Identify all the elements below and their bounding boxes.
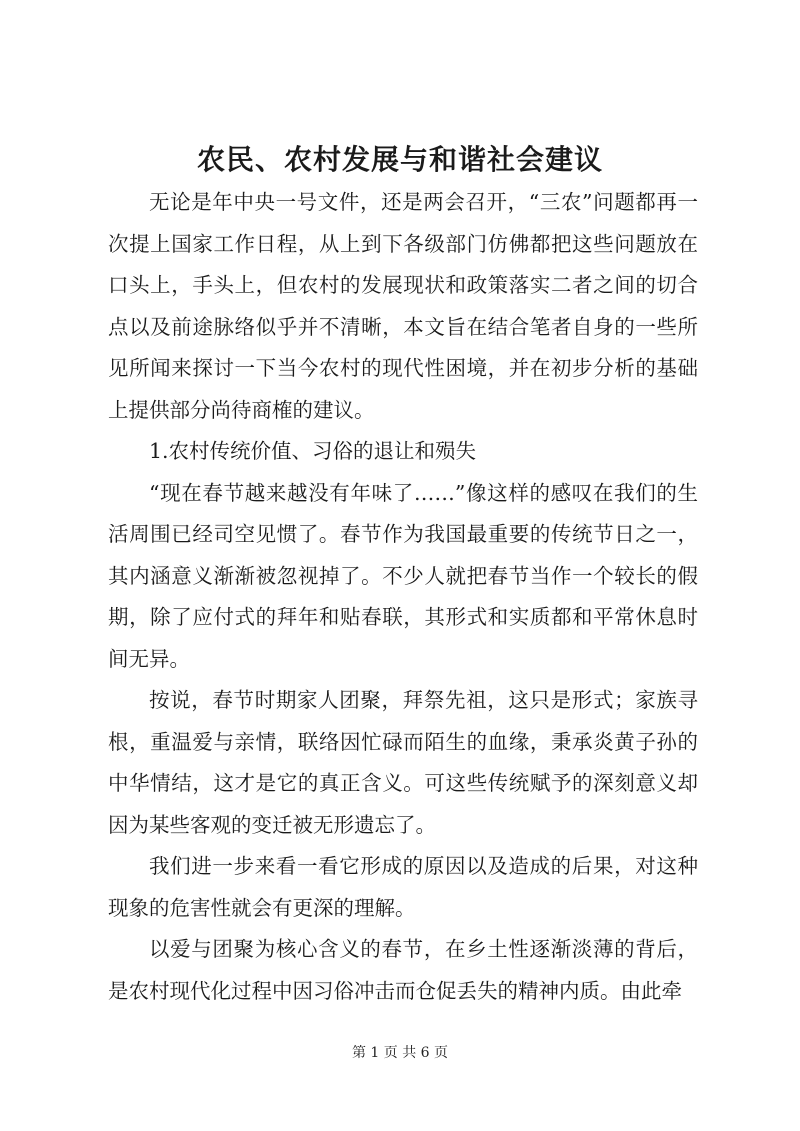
- document-title: 农民、农村发展与和谐社会建议: [196, 143, 603, 176]
- paragraph-core-meaning: 以爱与团聚为核心含义的春节，在乡土性逐渐淡薄的背后，是农村现代化过程中因习俗冲击而仓促丢失的精神内质。由此牵: [108, 937, 698, 1003]
- section-heading: 1.农村传统价值、习俗的退让和殒失: [149, 439, 477, 463]
- paragraph-intro: 无论是年中央一号文件，还是两会召开，“三农”问题都再一次提上国家工作日程，从上到下各级部门仿佛都把这些问题放在口头上，手头上，但农村的发展现状和政策落实二者之间的切合点以及前途脉络似乎并不清晰，本文旨在结合笔者自身的一些所见所闻来探讨一下当今农村的现代性困境，并在初步分析的基础上提供部分尚待商榷的建议。: [108, 190, 698, 422]
- document-body: [108, 182, 698, 1012]
- paragraph-causes: 我们进一步来看一看它形成的原因以及造成的后果，对这种现象的危害性就会有更深的理解。: [108, 854, 698, 920]
- paragraph-meaning: 按说，春节时期家人团聚，拜祭先祖，这只是形式；家族寻根，重温爱与亲情，联络因忙碌而陌生的血缘，秉承炎黄子孙的中华情结，这才是它的真正含义。可这些传统赋予的深刻意义却因为某些客观的变迁被无形遗忘了。: [108, 688, 698, 837]
- paragraph-spring-festival: “现在春节越来越没有年味了……”像这样的感叹在我们的生活周围已经司空见惯了。春节作为我国最重要的传统节日之一，其内涵意义渐渐被忽视掉了。不少人就把春节当作一个较长的假期，除了应付式的拜年和贴春联，其形式和实质都和平常休息时间无异。: [108, 480, 698, 671]
- page-footer: 第 1 页 共 6 页: [351, 1045, 449, 1061]
